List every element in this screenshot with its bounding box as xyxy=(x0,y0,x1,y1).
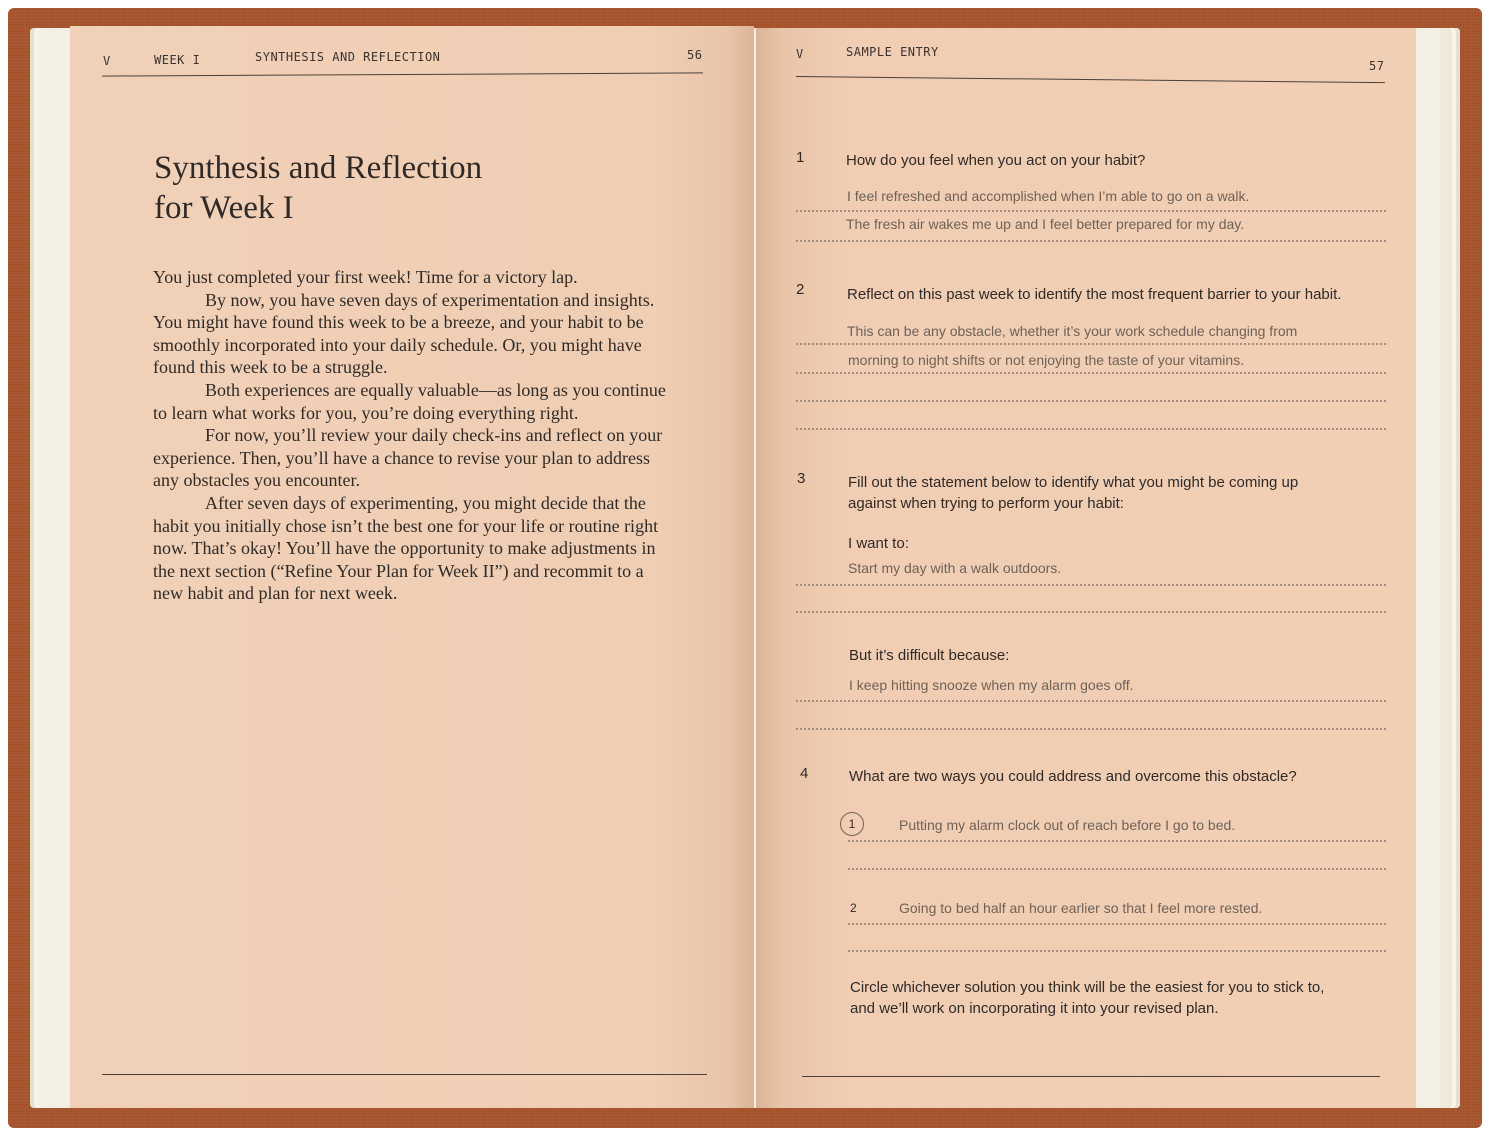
right-page xyxy=(756,28,1416,1108)
want-label: I want to: xyxy=(848,535,909,552)
want-answer: Start my day with a walk outdoors. xyxy=(848,560,1062,576)
answer-dotted-line xyxy=(848,868,1386,870)
answer-dotted-line xyxy=(848,840,1386,842)
answer-dotted-line xyxy=(848,950,1386,952)
question-2-answer-line-2: morning to night shifts or not enjoying the taste of your vitamins. xyxy=(848,352,1245,368)
answer-dotted-line xyxy=(796,210,1386,212)
option-2-number: 2 xyxy=(850,901,857,915)
title-line-2: for Week I xyxy=(154,190,294,226)
question-3-text: Fill out the statement below to identify what you might be coming up against when trying to perform your habit: xyxy=(848,474,1299,512)
header-rule xyxy=(796,76,1385,83)
paragraph-4: For now, you’ll review your daily check-ins and reflect on your experience. Then, you’ll have a chance to revise your plan to address any obstacles you encounter. xyxy=(153,425,663,491)
question-1-number: 1 xyxy=(796,149,805,166)
header-section: SAMPLE ENTRY xyxy=(846,45,939,59)
answer-dotted-line xyxy=(796,400,1386,402)
question-4-number: 4 xyxy=(800,765,809,782)
closing-instruction: Circle whichever solution you think will be the easiest for you to stick to, and we’ll work on incorporating it into your revised plan. xyxy=(850,979,1325,1017)
answer-dotted-line xyxy=(796,372,1386,374)
header-rule xyxy=(102,72,703,76)
paragraph-3: Both experiences are equally valuable—as long as you continue to learn what works for you, you’re doing everything right. xyxy=(153,379,666,423)
paragraph-1: You just completed your first week! Time for a victory lap. xyxy=(153,267,578,287)
footer-rule xyxy=(102,1074,707,1075)
header-section: SYNTHESIS AND REFLECTION xyxy=(255,50,441,64)
answer-dotted-line xyxy=(796,700,1386,702)
circled-option-1-icon: 1 xyxy=(840,812,864,836)
difficult-answer: I keep hitting snooze when my alarm goes off. xyxy=(849,677,1134,693)
question-3-number: 3 xyxy=(797,470,806,487)
question-2-number: 2 xyxy=(796,281,805,298)
answer-dotted-line xyxy=(796,428,1386,430)
option-2-text: Going to bed half an hour earlier so that I feel more rested. xyxy=(899,900,1263,916)
question-2-text: Reflect on this past week to identify the most frequent barrier to your habit. xyxy=(847,286,1342,303)
left-page xyxy=(70,26,754,1108)
question-1-answer-line-1: I feel refreshed and accomplished when I’m able to go on a walk. xyxy=(847,188,1250,204)
page-title xyxy=(154,148,574,228)
page-number: 56 xyxy=(687,48,703,62)
paragraph-5: After seven days of experimenting, you might decide that the habit you initially chose isn’t the best one for your life or routine right now. That’s okay! You’ll have the opportunity to make adjustments in the next section (“Refine Your Plan for Week II”) and recommit to a new habit and plan for next week. xyxy=(153,492,659,604)
answer-dotted-line xyxy=(796,240,1386,242)
paragraph-2: By now, you have seven days of experimentation and insights. You might have found this week to be a breeze, and your habit to be smoothly incorporated into your daily schedule. Or, you might have found this week to be a struggle. xyxy=(153,289,655,378)
header-part: V xyxy=(796,47,804,61)
answer-dotted-line xyxy=(796,611,1386,613)
option-1-text: Putting my alarm clock out of reach before I go to bed. xyxy=(899,817,1236,833)
difficult-label: But it’s difficult because: xyxy=(849,647,1010,664)
answer-dotted-line xyxy=(796,343,1386,345)
body-text xyxy=(153,266,673,605)
question-2-answer-line-1: This can be any obstacle, whether it’s your work schedule changing from xyxy=(847,323,1298,339)
question-1-text: How do you feel when you act on your habit? xyxy=(846,152,1146,169)
header-week: WEEK I xyxy=(154,53,201,67)
question-1-answer-line-2: The fresh air wakes me up and I feel better prepared for my day. xyxy=(846,216,1245,232)
title-line-1: Synthesis and Reflection xyxy=(154,150,483,186)
answer-dotted-line xyxy=(796,584,1386,586)
header-part: V xyxy=(103,54,111,68)
page-number: 57 xyxy=(1369,59,1385,73)
answer-dotted-line xyxy=(796,728,1386,730)
question-4-text: What are two ways you could address and overcome this obstacle? xyxy=(849,768,1297,785)
answer-dotted-line xyxy=(848,923,1386,925)
footer-rule xyxy=(802,1076,1380,1077)
